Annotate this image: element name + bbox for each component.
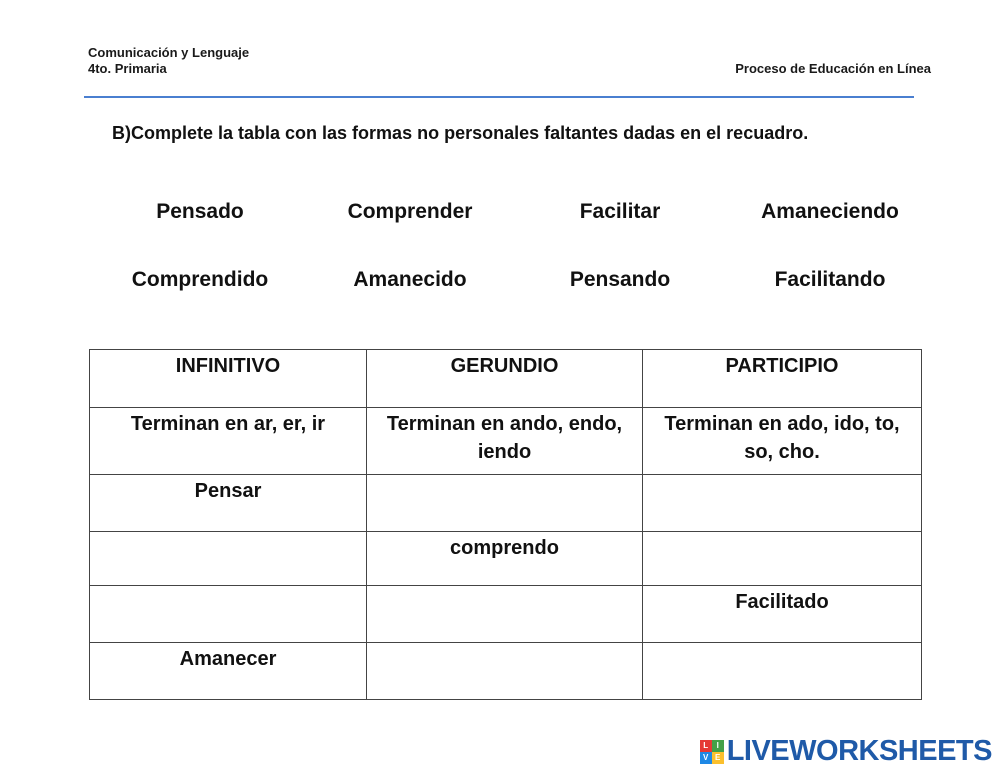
ending-participio: Terminan en ado, ido, to, so, cho. — [643, 408, 922, 475]
word-bank-item: Comprendido — [131, 268, 269, 291]
header-participio: PARTICIPIO — [643, 350, 922, 408]
table-header-row — [90, 350, 922, 408]
word-bank-item: Facilitar — [579, 200, 661, 223]
header-infinitivo: INFINITIVO — [90, 350, 367, 408]
cell-participio: Facilitado — [643, 586, 922, 643]
word-bank-row-1 — [95, 200, 935, 224]
header-gerundio: GERUNDIO — [367, 350, 643, 408]
answer-cell-participio[interactable] — [643, 643, 922, 700]
word-bank-item: Comprender — [347, 200, 473, 223]
answer-cell-gerundio[interactable] — [367, 643, 643, 700]
answer-cell-participio[interactable] — [643, 532, 922, 586]
ending-infinitivo: Terminan en ar, er, ir — [90, 408, 367, 475]
cell-infinitivo: Pensar — [90, 475, 367, 532]
brand-name: LIVEWORKSHEETS — [726, 735, 992, 767]
header-divider — [84, 96, 914, 98]
endings-row — [90, 408, 922, 475]
verb-forms-table — [89, 349, 922, 700]
table-row — [90, 643, 922, 700]
table-row — [90, 475, 922, 532]
liveworksheets-logo — [700, 735, 992, 768]
cell-infinitivo: Amanecer — [90, 643, 367, 700]
subject-title: Comunicación y Lenguaje — [88, 45, 250, 60]
cell-gerundio: comprendo — [367, 532, 643, 586]
answer-cell-infinitivo[interactable] — [90, 586, 367, 643]
word-bank-item: Amanecido — [353, 268, 467, 291]
word-bank-item: Amaneciendo — [761, 200, 899, 223]
table-row — [90, 586, 922, 643]
logo-mark-letter: L — [700, 740, 712, 752]
word-bank-item: Facilitando — [774, 268, 886, 291]
header-left — [88, 45, 249, 77]
logo-mark-letter: V — [700, 752, 712, 764]
liveworksheets-logo-icon — [700, 740, 724, 764]
ending-gerundio: Terminan en ando, endo, iendo — [367, 408, 643, 475]
answer-cell-gerundio[interactable] — [367, 586, 643, 643]
instruction-text: B)Complete la tabla con las formas no personales faltantes dadas en el recuadro. — [112, 123, 809, 143]
answer-cell-gerundio[interactable] — [367, 475, 643, 532]
word-bank-item: Pensado — [156, 200, 244, 223]
logo-mark-letter: E — [712, 752, 724, 764]
answer-cell-participio[interactable] — [643, 475, 922, 532]
answer-cell-infinitivo[interactable] — [90, 532, 367, 586]
program-label: Proceso de Educación en Línea — [735, 61, 931, 76]
word-bank-item: Pensando — [569, 268, 671, 291]
word-bank-row-2 — [95, 268, 935, 292]
logo-mark-letter: I — [712, 740, 724, 752]
table-row — [90, 532, 922, 586]
grade-label: 4to. Primaria — [88, 61, 167, 76]
